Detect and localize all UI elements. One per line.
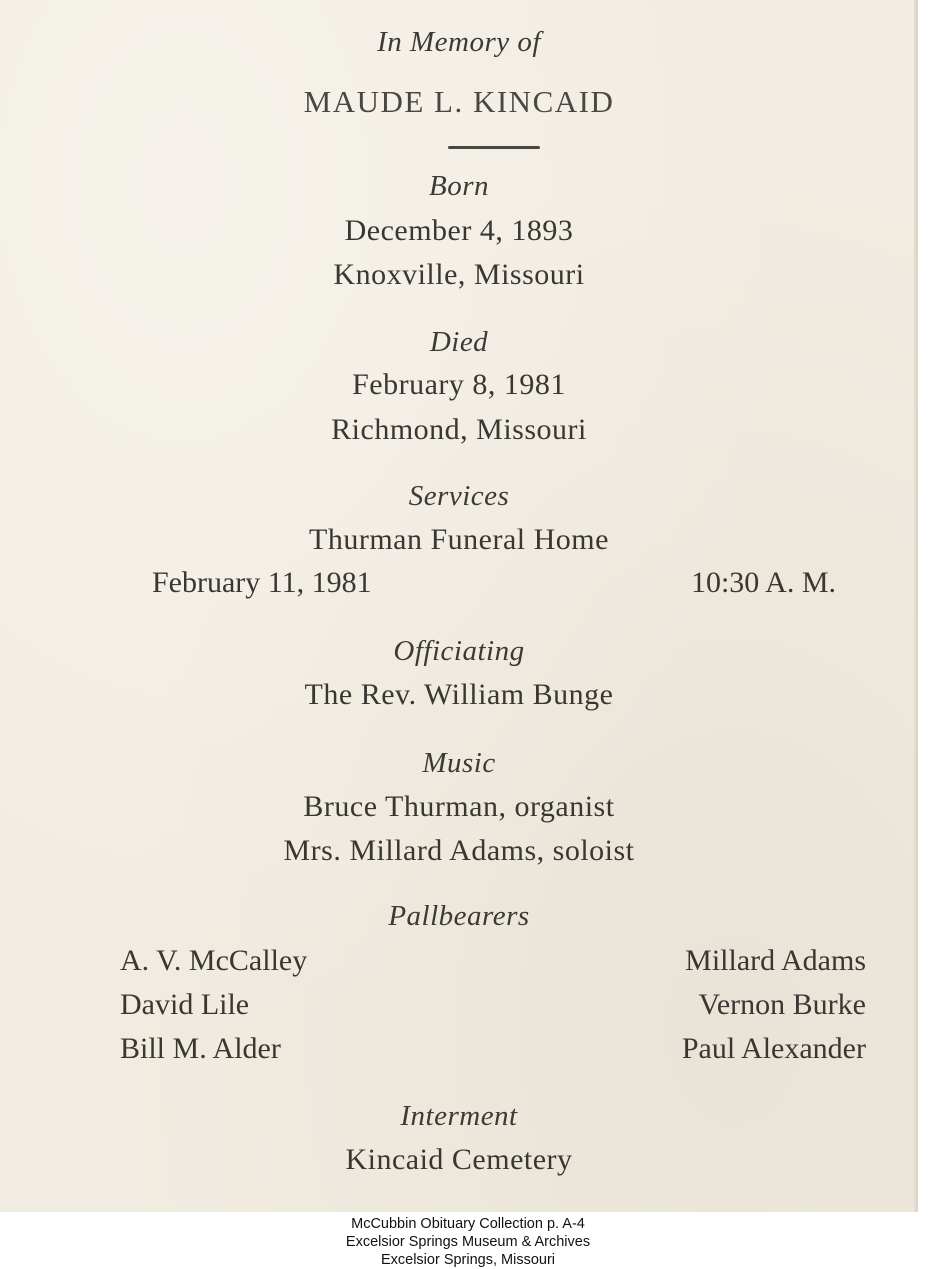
pallbearer-right-3: Paul Alexander (681, 1032, 866, 1065)
card-header: In Memory of (377, 26, 541, 58)
pallbearer-right-1: Millard Adams (685, 944, 866, 977)
died-date: February 8, 1981 (352, 368, 566, 401)
born-date: December 4, 1893 (344, 214, 574, 247)
services-place: Thurman Funeral Home (309, 523, 609, 556)
died-place: Richmond, Missouri (331, 413, 587, 446)
officiating-heading: Officiating (393, 635, 525, 667)
died-heading: Died (429, 326, 489, 358)
footer-collection: McCubbin Obituary Collection p. A-4 (351, 1216, 585, 1232)
deceased-name: MAUDE L. KINCAID (303, 84, 615, 119)
divider-rule (448, 146, 540, 149)
interment-heading: Interment (400, 1100, 518, 1132)
footer-museum: Excelsior Springs Museum & Archives (345, 1234, 591, 1250)
born-place: Knoxville, Missouri (333, 258, 585, 291)
music-organist: Bruce Thurman, organist (303, 790, 615, 823)
pallbearer-left-3: Bill M. Alder (120, 1032, 281, 1065)
pallbearer-left-1: A. V. McCalley (120, 944, 308, 977)
pallbearer-right-2: Vernon Burke (698, 988, 866, 1021)
services-date: February 11, 1981 (152, 566, 372, 599)
born-heading: Born (429, 170, 489, 202)
services-time: 10:30 A. M. (690, 566, 836, 599)
services-heading: Services (408, 480, 510, 512)
footer-location: Excelsior Springs, Missouri (380, 1252, 556, 1268)
music-soloist: Mrs. Millard Adams, soloist (283, 834, 635, 867)
pallbearers-heading: Pallbearers (388, 900, 530, 932)
music-heading: Music (422, 747, 496, 779)
pallbearer-left-2: David Lile (120, 988, 250, 1021)
officiant-name: The Rev. William Bunge (304, 678, 614, 711)
interment-place: Kincaid Cemetery (345, 1143, 573, 1176)
archive-footer (0, 1215, 936, 1269)
